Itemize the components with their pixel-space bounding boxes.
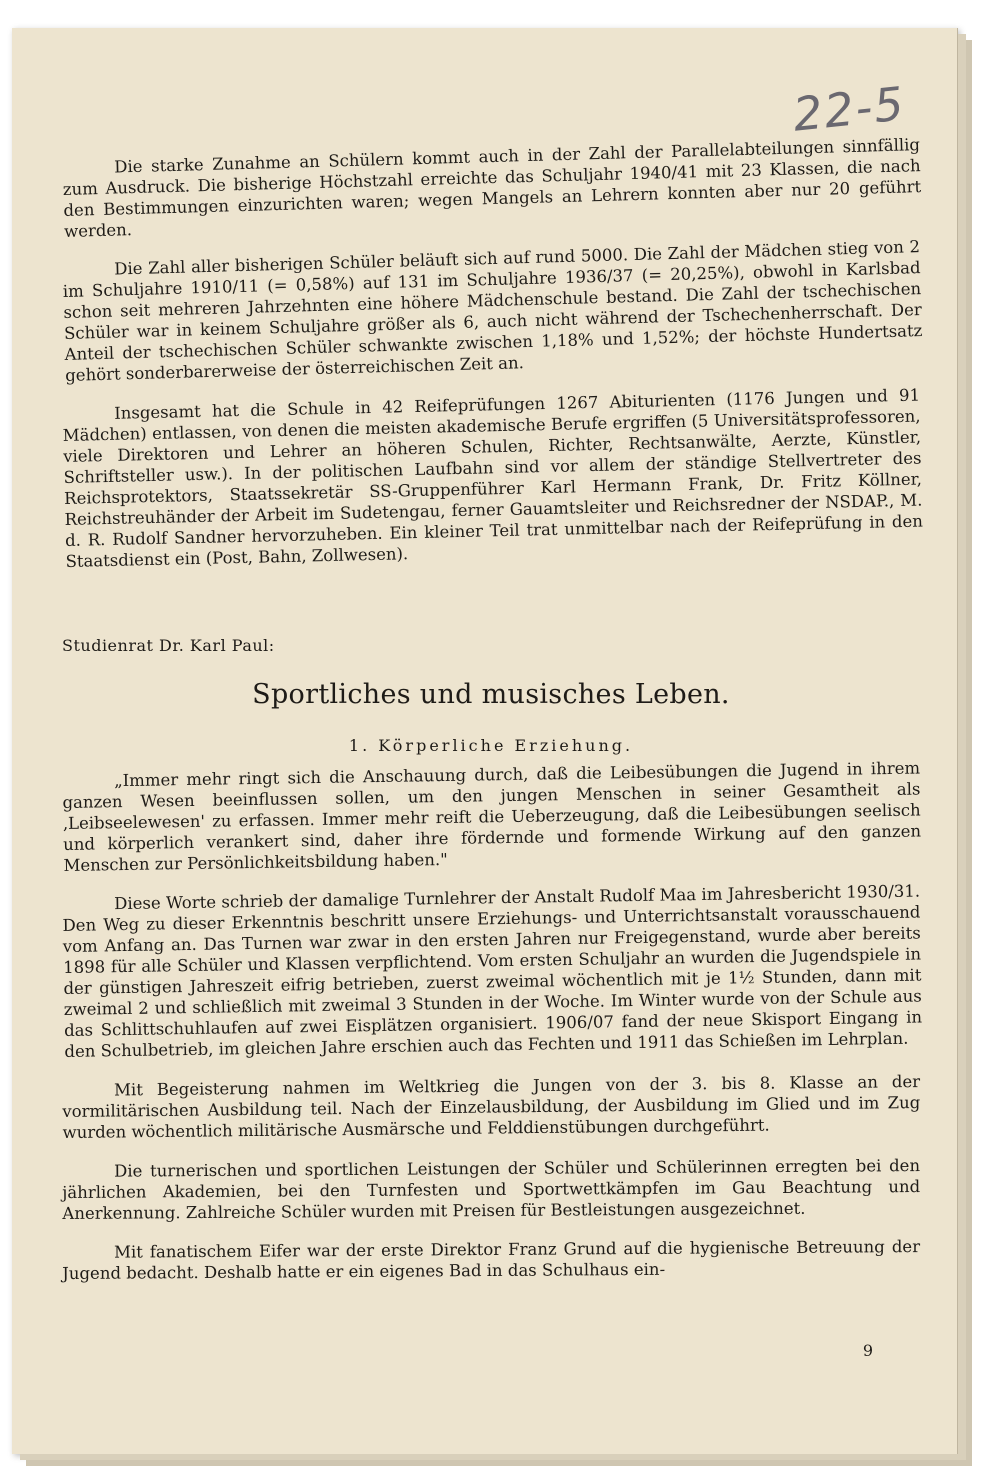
section-subtitle: 1. Körperliche Erziehung. xyxy=(348,736,634,755)
paragraph-text: Die turnerischen und sportlichen Leistungen der Schüler und Schülerinnen erregten bei den jährlichen Akademien, bei den Turnfesten und Sportwettkämpfen im Gau Beachtung und Anerkennung. Zahlreiche Schüler wurden mit Preisen für Bestleistungen ausgezeichnet. xyxy=(62,1156,921,1223)
paragraph-4 xyxy=(62,758,922,876)
author-line: Studienrat Dr. Karl Paul: xyxy=(62,636,275,655)
handwritten-annotation: 22-5 xyxy=(790,76,908,142)
paragraph-text: Die starke Zunahme an Schülern kommt auch in der Zahl der Parallelabteilungen sinnfällig zum Ausdruck. Die bisherige Höchstzahl erreichte das Schuljahr 1940/41 mit 23 Klassen, die nach den Bestimmungen einzurichten waren; wegen Mangels an Lehrern konnten aber nur 20 geführt werden. xyxy=(62,135,922,241)
paragraph-5 xyxy=(62,881,923,1062)
paragraph-7 xyxy=(62,1155,920,1224)
paragraph-1 xyxy=(62,134,922,242)
document-page xyxy=(12,28,958,1454)
section-title: Sportliches und musisches Leben. xyxy=(252,679,730,710)
paragraph-6 xyxy=(62,1071,921,1143)
paragraph-3 xyxy=(62,385,924,572)
paragraph-2 xyxy=(62,236,923,386)
paragraph-text: Diese Worte schrieb der damalige Turnlehrer der Anstalt Rudolf Maa im Jahresbericht 1930/31. Den Weg zu dieser Erkenntnis beschritt unsere Erziehungs- und Unterrichtsanstalt vorausschauend vom Anfang an. Das Turnen war zwar in den ersten Jahren nur Freigegenstand, wurde aber bereits 1898 für alle Schüler und Klassen verpflichtend. Vom ersten Schuljahr an wurden die Jugendspiele in der günstigen Jahreszeit eifrig betrieben, zuerst zweimal wöchentlich mit je 1½ Stunden, dann mit zweimal 2 und schließlich mit zweimal 3 Stunden in der Woche. Im Winter wurde von der Schule aus das Schlittschuhlaufen auf zwei Eisplätzen organisiert. 1906/07 fand der neue Skisport Eingang in den Schulbetrieb, im gleichen Jahre erschien auch das Fechten und 1911 das Schießen im Lehrplan. xyxy=(62,881,923,1061)
page-content xyxy=(62,135,924,1302)
paragraph-text: Mit Begeisterung nahmen im Weltkrieg die Jungen von der 3. bis 8. Klasse an der vormilitärischen Ausbildung teil. Nach der Einzelausbildung, der Ausbildung im Glied und im Zug wurden wöchentlich militärische Ausmärsche und Felddienstübungen durchgeführt. xyxy=(62,1072,921,1142)
paragraph-text: „Immer mehr ringt sich die Anschauung durch, daß die Leibesübungen die Jugend in ihrem ganzen Wesen beeinflussen sollen, um den jungen Menschen in seiner Gesamtheit als ‚Leibseelewesen' zu erfassen. Immer mehr reift die Ueberzeugung, daß die Leibesübungen seelisch und körperlich verankert sind, daher ihre fördernde und formende Wirkung auf den ganzen Menschen zur Persönlichkeitsbildung haben." xyxy=(62,758,922,875)
paragraph-text: Insgesamt hat die Schule in 42 Reifeprüfungen 1267 Abiturienten (1176 Jungen und 91 Mädchen) entlassen, von denen die meisten akademische Berufe ergriffen (5 Universitätsprofessoren, viele Direktoren und Lehrer an höheren Schulen, Richter, Rechtsanwälte, Aerzte, Künstler, Schriftsteller usw.). In der politischen Laufbahn sind vor allem der ständige Stellvertreter des Reichsprotektors, Staatssekretär SS-Gruppenführer Karl Hermann Frank, Dr. Fritz Köllner, Reichstreuhänder der Arbeit im Sudetengau, ferner Gauamtsleiter und Reichsredner der NSDAP., M. d. R. Rudolf Sandner hervorzuheben. Ein kleiner Teil trat unmittelbar nach der Reifeprüfung in den Staatsdienst ein (Post, Bahn, Zollwesen). xyxy=(62,385,924,571)
paragraph-text: Mit fanatischem Eifer war der erste Direktor Franz Grund auf die hygienische Betreuung der Jugend bedacht. Deshalb hatte er ein eigenes Bad in das Schulhaus ein- xyxy=(62,1237,921,1283)
paragraph-text: Die Zahl aller bisherigen Schüler beläuft sich auf rund 5000. Die Zahl der Mädchen stieg von 2 im Schuljahre 1910/11 (= 0,58%) auf 131 im Schuljahre 1936/37 (= 20,25%), obwohl in Karlsbad schon seit mehreren Jahrzehnten eine höhere Mädchenschule bestand. Die Zahl der tschechischen Schüler war in keinem Schuljahre größer als 6, auch nicht während der Tschechenherrschaft. Der Anteil der tschechischen Schüler schwankte zwischen 1,18% und 1,52%; der höchste Hundertsatz gehört sonderbarerweise der österreichischen Zeit an. xyxy=(62,237,923,385)
paragraph-8 xyxy=(62,1236,920,1284)
page-number: 9 xyxy=(862,1341,873,1360)
